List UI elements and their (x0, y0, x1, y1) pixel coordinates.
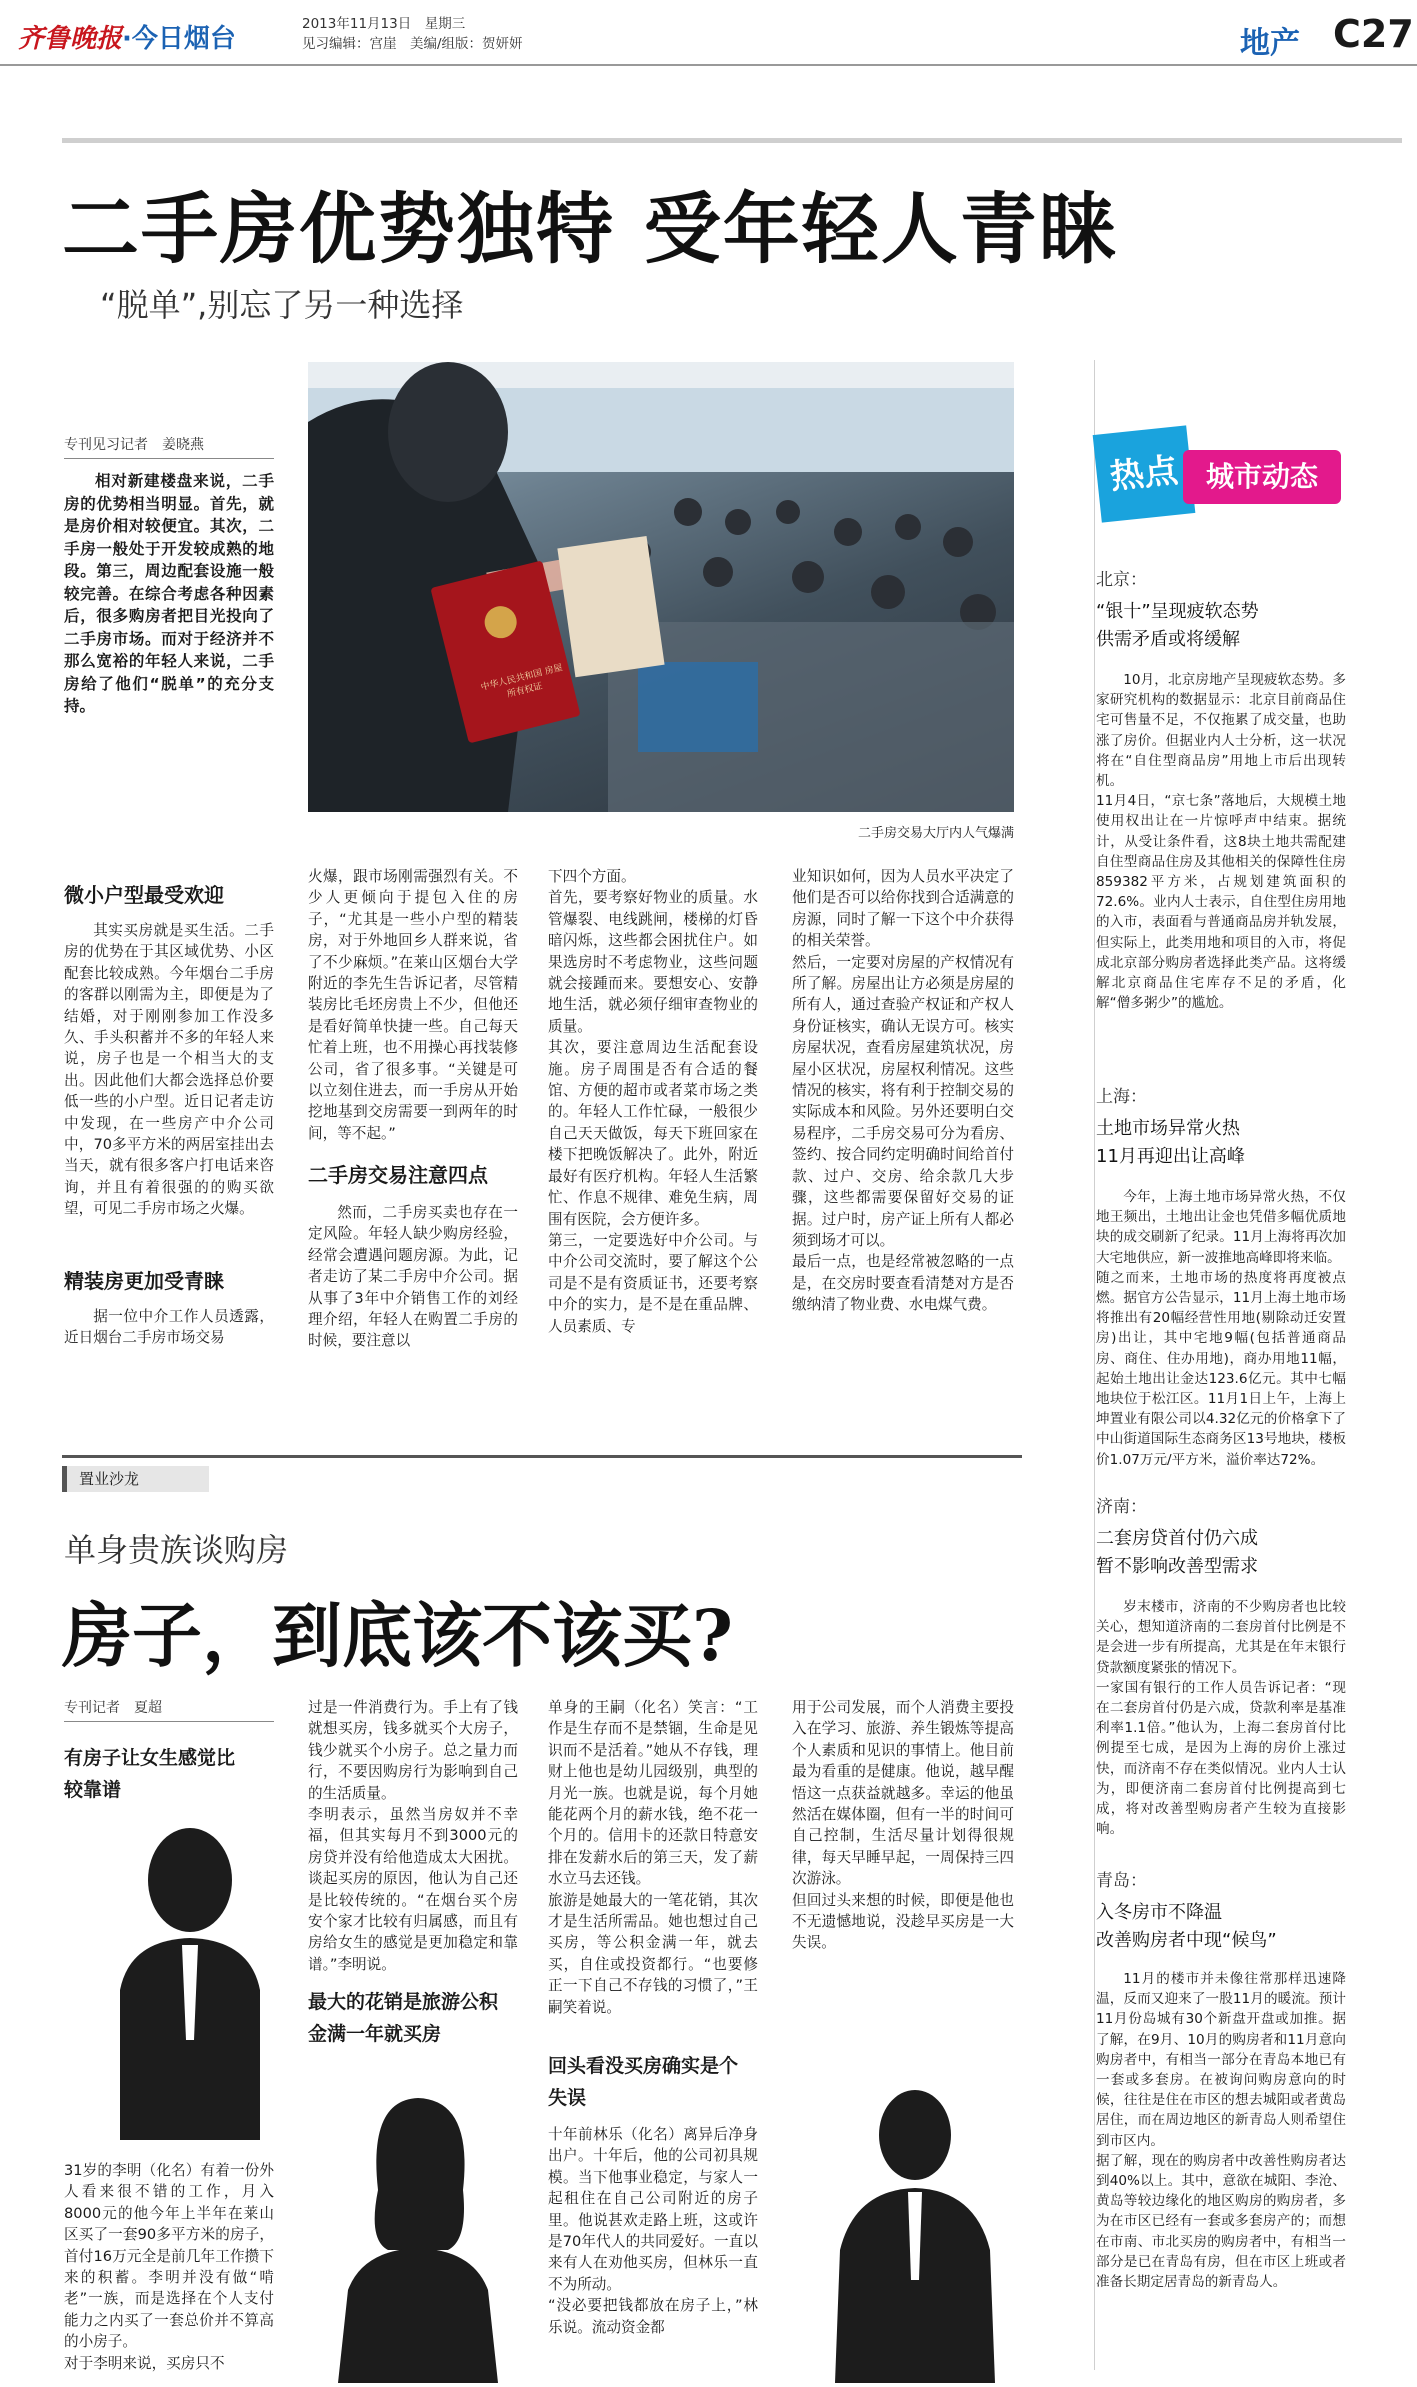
date-line: 2013年11月13日 星期三 (302, 16, 466, 32)
photo-certificate-text: 中华人民共和国 房屋所有权证 (479, 663, 564, 700)
news-title-1: “银十”呈现疲软态势 (1096, 601, 1259, 622)
headline-top-rule (62, 138, 1402, 143)
masthead-brand (18, 18, 236, 55)
article2-headline: 房子，到底该不该买? (62, 1594, 734, 1677)
article1-headline: 二手房优势独特 受年轻人青睐 (62, 185, 1118, 275)
article2-colA: 31岁的李明（化名）有着一份外人看来很不错的工作，月入8000元的他今年上半年在莱山区买了一套90多平方米的房子，首付16万元全是前几年工作攒下来的积蓄。李明并没有做“啃老”一族，而是选择在个人支付能力之内买了一套总价并不算高的小房子。 对于李明来说，买房只不 (64, 2162, 274, 2372)
city-label: 济南： (1096, 1497, 1147, 1517)
sidebar-item-shanghai (1096, 1082, 1346, 1470)
silhouette-woman (318, 2080, 518, 2383)
masthead-info (302, 14, 523, 54)
article2-column-tag: 置业沙龙 (62, 1466, 209, 1492)
silhouette-man-2 (820, 2080, 1010, 2383)
article1-col1b-text: 据一位中介工作人员透露，近日烟台二手房市场交易 (64, 1308, 274, 1347)
tag-city-news: 城市动态 (1183, 450, 1341, 504)
article1-sub2: 精装房更加受青睐 (64, 1269, 224, 1293)
news-title-2: 供需矛盾或将缓解 (1096, 629, 1240, 650)
news-title-1: 二套房贷首付仍六成 (1096, 1528, 1258, 1549)
article2-colC2: 十年前林乐（化名）离异后净身出户。十年后，他的公司初具规模。当下他事业稳定，与家人一起租住在自己公司附近的房子里。他说甚欢走路上班，这或许是70年代人的共同爱好。一直以来有人在劝他买房，但林乐一直不为所动。 “没必要把钱都放在房子上，”林乐说。流动资金都 (548, 2126, 758, 2336)
news-body: 10月，北京房地产呈现疲软态势。多家研究机构的数据显示：北京目前商品住宅可售量不足，不仅拖累了成交量，也助涨了房价。但据业内人士分析，这一状况将在“自住型商品房”用地上市后出现转机。 11月4日，“京七条”落地后，大规模土地使用权出让在一片惊呼声中结束。据统计，从受让条件看，这8块土地共需配建自住型商品住房及其他相关的保障性住房859382平方米，占规划建筑面积的72.6%。业内人士表示，自住型住房用地的入市，表面看与普通商品房并轨发展，但实际上，此类用地和项目的入市，将促成北京部分购房者选择此类产品。这将缓解北京商品住宅库存不足的矛盾，化解“僧多粥少”的尴尬。 (1096, 672, 1346, 1012)
article2-kicker: 单身贵族谈购房 (64, 1531, 289, 1569)
news-title-2: 暂不影响改善型需求 (1096, 1556, 1258, 1577)
sidebar-divider (1094, 360, 1095, 2370)
article2-sub1: 有房子让女生感觉比较靠谱 (64, 1747, 236, 1801)
article1-subheadline: “脱单”,别忘了另一种选择 (100, 286, 464, 324)
article1-col2 (308, 866, 518, 1144)
article1-col2b (308, 1202, 518, 1352)
page-number: C27 (1333, 12, 1414, 56)
news-title-2: 改善购房者中现“候鸟” (1096, 1930, 1277, 1951)
header-rule (0, 64, 1417, 66)
article1-sub1: 微小户型最受欢迎 (64, 883, 224, 907)
sidebar-item-beijing (1096, 565, 1346, 1013)
section-name: 地产 (1240, 26, 1300, 61)
article2-top-rule (62, 1455, 1022, 1458)
news-title-1: 土地市场异常火热 (1096, 1118, 1240, 1139)
article2-colC: 单身的王嗣（化名）笑言：“工作是生存而不是禁锢，生命是见识而不是活着。”她从不存钱，理财上他也是幼儿园级别，典型的月光一族。也就是说，每个月她能花两个月的薪水钱，绝不花一个月的。信用卡的还款日特意安排在发薪水后的第三天，发了薪水立马去还钱。 旅游是她最大的一笔花销，其次才是生活所需品。她也想过自己买房，等公积金满一年，就去买，自住或投资都行。“也要修正一下自己不存钱的习惯了，”王嗣笑着说。 (548, 1699, 758, 2016)
article1-col1 (64, 920, 274, 1220)
article1-lead (64, 470, 274, 718)
news-body: 岁末楼市，济南的不少购房者也比较关心，想知道济南的二套房首付比例是不是会进一步有所提高，尤其是在年末银行贷款额度紧张的情况下。 一家国有银行的工作人员告诉记者：“现在二套房首付仍是六成，贷款利率是基准利率1.1倍。”他认为，上海二套房首付比例提至七成，是因为上海的房价上涨过快，而济南不存在类似情况。业内人士认为，即便济南二套房首付比例提高到七成，将对改善型购房者产生较为直接影响。 (1096, 1599, 1346, 1838)
article1-lead-text: 相对新建楼盘来说，二手房的优势相当明显。首先，就是房价相对较便宜。其次，二手房一般处于开发较成熟的地段。第三，周边配套设施一般较完善。在综合考虑各种因素后，很多购房者把目光投向了二手房市场。而对于经济并不那么宽裕的年轻人来说，二手房给了他们“脱单”的充分支持。 (64, 472, 274, 715)
sidebar-item-jinan (1096, 1492, 1346, 1839)
article1-sub3: 二手房交易注意四点 (308, 1163, 488, 1187)
article1-photo-art (308, 362, 1014, 812)
article2-byline: 专刊记者 夏超 (64, 1697, 274, 1722)
sidebar-item-qingdao (1096, 1866, 1346, 2292)
article2-colB: 过是一件消费行为。手上有了钱就想买房，钱多就买个大房子，钱少就买个小房子。总之量力而行，不要因购房行为影响到自己的生活质量。 李明表示，虽然当房奴并不幸福，但其实每月不到3000元的房贷并没有给他造成太大困扰。谈起买房的原因，他认为自己还是比较传统的。“在烟台买个房安个家才比较有归属感，而且有房给女生的感觉是更加稳定和靠谱。”李明说。 (308, 1699, 518, 1973)
brand-sub: ·今日烟台 (122, 24, 236, 54)
article1-photo (308, 362, 1014, 812)
news-title-1: 入冬房市不降温 (1096, 1902, 1222, 1923)
silhouette-man-1 (90, 1820, 290, 2140)
article2-sub3: 回头看没买房确实是个失误 (548, 2055, 739, 2109)
news-title-2: 11月再迎出让高峰 (1096, 1146, 1245, 1167)
article1-col4: 业知识如何，因为人员水平决定了他们是否可以给你找到合适满意的房源，同时了解一下这个中介获得的相关荣誉。 然后，一定要对房屋的产权情况有所了解。房屋出让方必须是房屋的所有人，通过查验产权证和产权人身份证核实，确认无误方可。核实房屋状况，查看房屋建筑状况，房屋小区状况，房屋权利情况。这些情况的核实，将有利于控制交易的实际成本和风险。另外还要明白交易程序，二手房交易可分为看房、签约、按合同约定明确时间给首付款、过户、交房、给余款几大步骤，这些都需要保留好交易的证据。过户时，房产证上所有人都必须到场才可以。 最后一点，也是经常被忽略的一点是，在交房时要查看清楚对方是否缴纳清了物业费、水电煤气费。 (792, 868, 1014, 1314)
article1-photo-caption: 二手房交易大厅内人气爆满 (857, 826, 1014, 841)
sidebar-tag (1097, 430, 1342, 518)
news-body: 11月的楼市并未像往常那样迅速降温，反而又迎来了一股11月的暖流。预计11月份岛城有30个新盘开盘或加推。据了解，在9月、10月的购房者和11月意向购房者中，有相当一部分在青岛本地已有一套或多套房。在被询问购房意向的时候，往往是住在市区的想去城阳或者黄岛居住，而在周边地区的新青岛人则希望住到市区内。 据了解，现在的购房者中改善性购房者达到40%以上。其中，意欲在城阳、李沧、黄岛等较边缘化的地区购房的购房者，多为在市区已经有一套或多套房产的；而想在市南、市北买房的购房者中，有相当一部分是已在青岛有房，但在市区上班或者准备长期定居青岛的新青岛人。 (1096, 1971, 1346, 2291)
city-label: 青岛： (1096, 1871, 1147, 1891)
article1-col1b (64, 1306, 274, 1349)
article1-col2b-text: 然而，二手房买卖也存在一定风险。年轻人缺少购房经验，经常会遭遇问题房源。为此，记者走访了某二手房中介公司。据从事了3年中介销售工作的刘经理介绍，年轻人在购置二手房的时候，要注意以 (308, 1204, 518, 1350)
news-body: 今年，上海土地市场异常火热，不仅地王频出，土地出让金也凭借多幅优质地块的成交刷新了纪录。11月上海将再次加大宅地供应，新一波推地高峰即将来临。 随之而来，土地市场的热度将再度被点燃。据官方公告显示，11月上海土地市场将推出有20幅经营性用地(剔除动迁安置房)出让，其中宅地9幅(包括普通商品房、商住、住办用地)，商办用地11幅，起始土地出让金达123.6亿元。其中七幅地块位于松江区。11月1日上午，上海上坤置业有限公司以4.32亿元的价格拿下了中山街道国际生态商务区13号地块，楼板价1.07万元/平方米，溢价率达72%。 (1096, 1189, 1346, 1468)
article2-sub2: 最大的花销是旅游公积金满一年就买房 (308, 1991, 499, 2045)
tag-hot: 热点 (1093, 425, 1196, 522)
article1-col2-text: 火爆，跟市场刚需强烈有关。不少人更倾向于提包入住的房子，“尤其是一些小户型的精装房，对于外地回乡人群来说，省了不少麻烦。”在莱山区烟台大学附近的李先生告诉记者，尽管精装房比毛坯房贵上不少，但他还是看好简单快捷一些。自己每天忙着上班，也不用操心再找装修公司，省了很多事。“关键是可以立刻住进去，而一手房从开始挖地基到交房需要一到两年的时间，等不起。” (308, 868, 518, 1142)
article1-col1-text: 其实买房就是买生活。二手房的优势在于其区域优势、小区配套比较成熟。今年烟台二手房的客群以刚需为主，即便是为了结婚，对于刚刚参加工作没多久、手头积蓄并不多的年轻人来说，房子也是一个相当大的支出。因此他们大都会选择总价要低一些的小户型。近日记者走访中发现，在一些房产中介公司中，70多平方米的两居室挂出去当天，就有很多客户打电话来咨询，并且有着很强的的购买欲望，可见二手房市场之火爆。 (64, 922, 274, 1218)
article2-colD: 用于公司发展，而个人消费主要投入在学习、旅游、养生锻炼等提高个人素质和见识的事情上。他目前最为看重的是健康。他说，越早醒悟这一点获益就越多。幸运的他虽然活在媒体圈，但有一半的时间可自己控制，生活尽量计划得很规律，每天早睡早起，一周保持三四次游泳。 但回过头来想的时候，即便是他也不无遗憾地说，没趁早买房是一大失误。 (792, 1699, 1014, 1952)
article1-col3: 下四个方面。 首先，要考察好物业的质量。水管爆裂、电线跳闸，楼梯的灯昏暗闪烁，这些都会困扰住户。如果选房时不考虑物业，这些问题就会接踵而来。要想安心、安静地生活，就必须仔细审查物业的质量。 其次，要注意周边生活配套设施。房子周围是否有合适的餐馆、方便的超市或者菜市场之类的。年轻人工作忙碌，一般很少自己天天做饭，每天下班回家在楼下把晚饭解决了。此外，附近最好有医疗机构。年轻人生活繁忙、作息不规律、难免生病，周围有医院，会方便许多。 第三，一定要选好中介公司。与中介公司交流时，要了解这个公司是不是有资质证书，还要考察中介的实力，是不是在重品牌、人员素质、专 (548, 868, 758, 1335)
article1-byline: 专刊见习记者 姜晓燕 (64, 434, 274, 459)
city-label: 北京： (1096, 570, 1147, 590)
city-label: 上海： (1096, 1087, 1147, 1107)
editor-line: 见习编辑：宫崖 美编/组版：贺妍妍 (302, 36, 523, 52)
brand-main: 齐鲁晚报 (18, 24, 123, 54)
